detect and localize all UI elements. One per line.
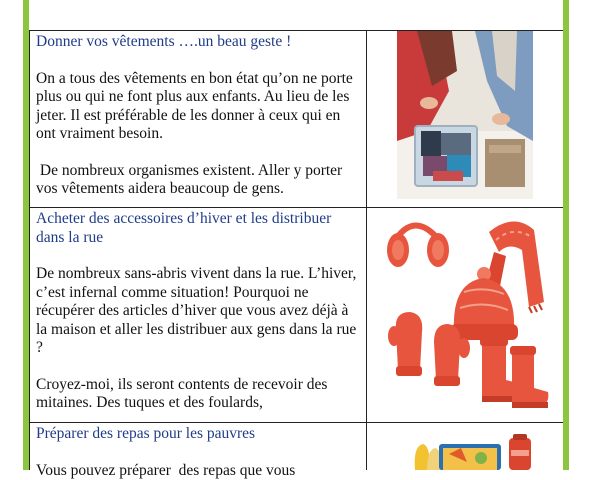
row-divider: [29, 422, 563, 423]
row-title: Préparer des repas pour les pauvres: [36, 425, 361, 444]
row-divider: [29, 207, 563, 208]
row-paragraph: Vous pouvez préparer des repas que vous: [36, 462, 361, 480]
table-row-text: [36, 425, 361, 480]
winter-accessories-illustration: [384, 212, 549, 420]
row-paragraph: De nombreux organismes existent. Aller y porter vos vêtements aidera beaucoup de gens.: [36, 162, 361, 199]
row-paragraph: Croyez-moi, ils seront contents de recevoir des mitaines. Des tuques et des foulards,: [36, 376, 361, 413]
row-title: Donner vos vêtements ….un beau geste !: [36, 33, 361, 52]
clothes-donation-photo: [397, 31, 533, 199]
row-paragraph: De nombreux sans-abris vivent dans la rue. L’hiver, c’est infernal comme situation! Pourquoi ne récupérer des articles d’hiver que vous avez déjà à la maison et aller les distribuer aux gens dans la rue ?: [36, 265, 361, 358]
table-row-text: [36, 210, 361, 413]
ideas-table: [29, 30, 563, 470]
lunchbox-food-illustration: [409, 432, 549, 470]
column-divider: [366, 30, 367, 470]
row-title: Acheter des accessoires d’hiver et les distribuer dans la rue: [36, 210, 361, 247]
page-border-right: [563, 0, 569, 470]
table-border-left: [29, 30, 30, 470]
table-row-text: [36, 33, 361, 199]
row-paragraph: On a tous des vêtements en bon état qu’on ne porte plus ou qui ne font plus aux enfants. Au lieu de les jeter. Il est préférable de les donner à ceux qui en ont vraiment besoin.: [36, 70, 361, 144]
